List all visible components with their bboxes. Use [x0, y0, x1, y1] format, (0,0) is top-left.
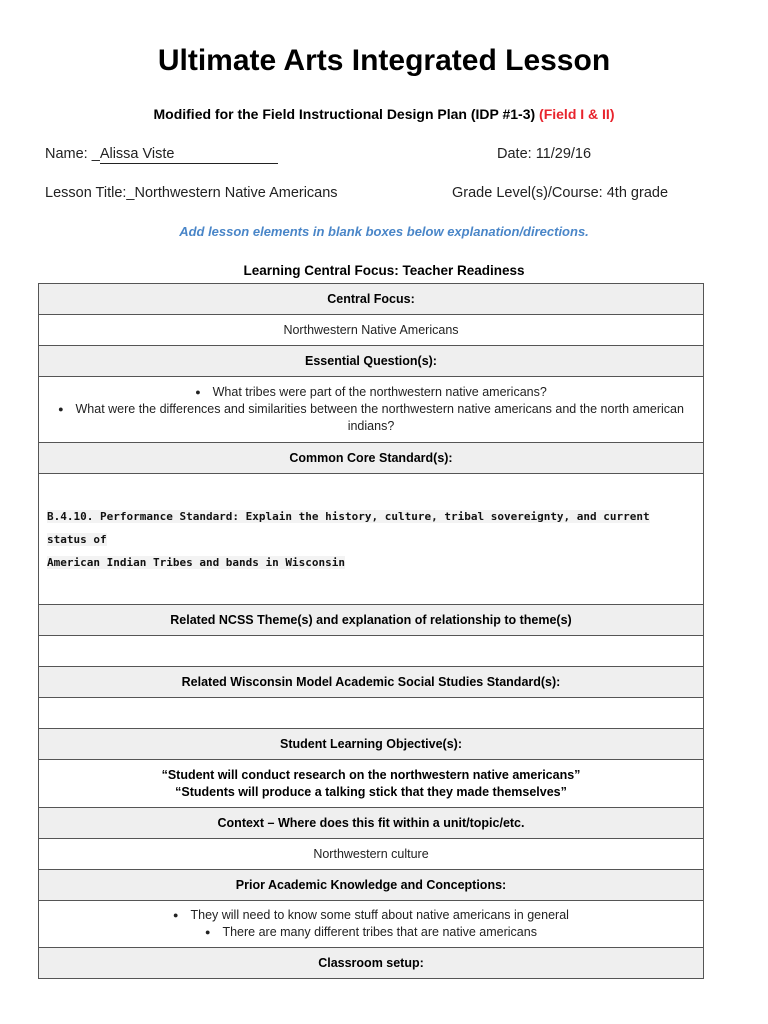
wisconsin-standard-value[interactable]	[39, 698, 704, 729]
objectives-value[interactable]	[39, 760, 704, 808]
ncss-value[interactable]	[39, 636, 704, 667]
grade-label: Grade Level(s)/Course:	[452, 185, 607, 201]
objective-item: “Student will conduct research on the northwestern native americans”	[161, 767, 581, 782]
list-item: ● What were the differences and similarities between the northwestern native americans and the north american indians?	[47, 401, 695, 435]
central-focus-heading: Central Focus:	[39, 284, 704, 315]
list-item: ● What tribes were part of the northwestern native americans?	[47, 384, 695, 401]
grade-value: 4th grade	[606, 185, 669, 201]
ncss-heading: Related NCSS Theme(s) and explanation of relationship to theme(s)	[39, 605, 704, 636]
list-item: ● They will need to know some stuff about native americans in general	[47, 907, 695, 924]
essential-questions-heading: Essential Question(s):	[39, 346, 704, 377]
document-subtitle	[0, 106, 768, 122]
essential-questions-list	[47, 384, 695, 435]
date-value: 11/29/16	[535, 146, 592, 162]
central-focus-value[interactable]: Northwestern Native Americans	[39, 315, 704, 346]
subtitle-text: Modified for the Field Instructional Design Plan (IDP #1-3)	[153, 106, 536, 122]
wisconsin-standard-heading: Related Wisconsin Model Academic Social Studies Standard(s):	[39, 667, 704, 698]
common-core-heading: Common Core Standard(s):	[39, 443, 704, 474]
lesson-plan-table	[38, 283, 704, 979]
lesson-title-value: Northwestern Native Americans	[134, 185, 338, 201]
list-item: ● There are many different tribes that are native americans	[47, 924, 695, 941]
name-label: Name: _	[45, 146, 100, 162]
date-label: Date:	[497, 146, 536, 162]
name-line	[45, 146, 278, 164]
lesson-title-label: Lesson Title:_	[45, 185, 135, 201]
document-title: Ultimate Arts Integrated Lesson	[157, 44, 611, 77]
subtitle-field-label: (Field I & II)	[539, 106, 615, 122]
prior-knowledge-list	[47, 907, 695, 941]
common-core-line-1: B.4.10. Performance Standard: Explain the history, culture, tribal sovereignty, and current status of	[47, 509, 650, 546]
date-line	[497, 146, 591, 162]
grade-line	[452, 185, 668, 201]
prior-knowledge-value[interactable]	[39, 901, 704, 948]
objective-item: “Students will produce a talking stick that they made themselves”	[175, 784, 567, 799]
objectives-heading: Student Learning Objective(s):	[39, 729, 704, 760]
context-value[interactable]: Northwestern culture	[39, 839, 704, 870]
name-value: Alissa Viste	[100, 146, 278, 164]
section-heading: Learning Central Focus: Teacher Readiness	[243, 263, 525, 278]
common-core-line-2: American Indian Tribes and bands in Wisconsin	[47, 555, 346, 569]
common-core-value[interactable]	[39, 474, 704, 605]
context-heading: Context – Where does this fit within a unit/topic/etc.	[39, 808, 704, 839]
lesson-title-line	[45, 185, 338, 201]
essential-questions-value[interactable]	[39, 377, 704, 443]
instructions-text: Add lesson elements in blank boxes below explanation/directions.	[179, 224, 589, 239]
classroom-setup-heading: Classroom setup:	[39, 948, 704, 979]
prior-knowledge-heading: Prior Academic Knowledge and Conceptions:	[39, 870, 704, 901]
